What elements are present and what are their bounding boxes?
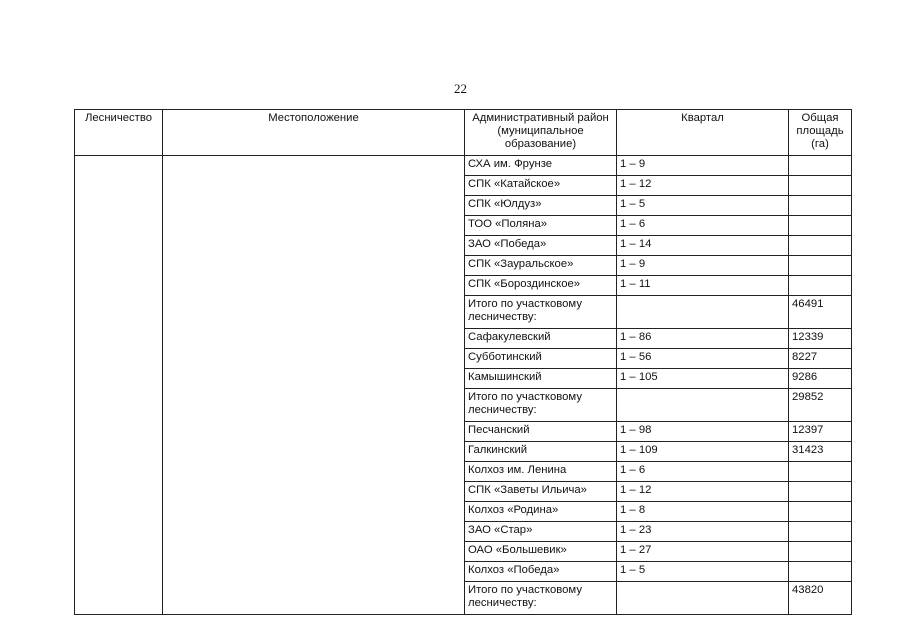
district-cell: Колхоз «Родина» — [465, 502, 617, 522]
quarter-cell: 1 – 105 — [617, 369, 789, 389]
quarter-cell — [617, 582, 789, 615]
quarter-cell: 1 – 27 — [617, 542, 789, 562]
quarter-cell — [617, 389, 789, 422]
area-cell: 31423 — [789, 442, 852, 462]
area-cell — [789, 482, 852, 502]
district-cell: Итого по участковому лесничеству: — [465, 296, 617, 329]
district-cell: Колхоз им. Ленина — [465, 462, 617, 482]
area-cell — [789, 236, 852, 256]
header-district: Административный район (муниципальное образование) — [465, 110, 617, 156]
quarter-cell: 1 – 6 — [617, 462, 789, 482]
district-cell: ЗАО «Стар» — [465, 522, 617, 542]
quarter-cell: 1 – 98 — [617, 422, 789, 442]
area-cell — [789, 562, 852, 582]
quarter-cell: 1 – 12 — [617, 176, 789, 196]
district-cell: СХА им. Фрунзе — [465, 156, 617, 176]
quarter-cell: 1 – 5 — [617, 562, 789, 582]
forestry-table — [74, 109, 852, 615]
area-cell — [789, 462, 852, 482]
district-cell: СПК «Зауральское» — [465, 256, 617, 276]
table-row — [75, 156, 852, 176]
area-cell — [789, 196, 852, 216]
area-total-cell: 43820 — [789, 582, 852, 615]
forestry-cell — [75, 156, 163, 615]
quarter-cell: 1 – 9 — [617, 256, 789, 276]
area-cell — [789, 522, 852, 542]
district-cell: ОАО «Большевик» — [465, 542, 617, 562]
header-forestry: Лесничество — [75, 110, 163, 156]
header-location: Местоположение — [163, 110, 465, 156]
district-cell: Итого по участковому лесничеству: — [465, 582, 617, 615]
district-cell: СПК «Катайское» — [465, 176, 617, 196]
quarter-cell: 1 – 56 — [617, 349, 789, 369]
quarter-cell: 1 – 5 — [617, 196, 789, 216]
district-cell: СПК «Юлдуз» — [465, 196, 617, 216]
quarter-cell: 1 – 11 — [617, 276, 789, 296]
district-cell: Галкинский — [465, 442, 617, 462]
quarter-cell: 1 – 23 — [617, 522, 789, 542]
quarter-cell: 1 – 9 — [617, 156, 789, 176]
area-total-cell: 46491 — [789, 296, 852, 329]
location-cell — [163, 156, 465, 615]
area-cell — [789, 256, 852, 276]
district-cell: Итого по участковому лесничеству: — [465, 389, 617, 422]
district-cell: Сафакулевский — [465, 329, 617, 349]
quarter-cell: 1 – 12 — [617, 482, 789, 502]
page-number: 22 — [454, 81, 467, 96]
district-cell: СПК «Бороздинское» — [465, 276, 617, 296]
area-total-cell: 29852 — [789, 389, 852, 422]
district-cell: ЗАО «Победа» — [465, 236, 617, 256]
district-cell: Субботинский — [465, 349, 617, 369]
district-cell: Камышинский — [465, 369, 617, 389]
district-cell: Колхоз «Победа» — [465, 562, 617, 582]
district-cell: ТОО «Поляна» — [465, 216, 617, 236]
quarter-cell: 1 – 109 — [617, 442, 789, 462]
quarter-cell: 1 – 14 — [617, 236, 789, 256]
table-header-row — [75, 110, 852, 156]
quarter-cell: 1 – 86 — [617, 329, 789, 349]
area-cell: 12339 — [789, 329, 852, 349]
table-body — [75, 156, 852, 615]
area-cell — [789, 502, 852, 522]
district-cell: СПК «Заветы Ильича» — [465, 482, 617, 502]
header-quarter: Квартал — [617, 110, 789, 156]
district-cell: Песчанский — [465, 422, 617, 442]
area-cell — [789, 176, 852, 196]
header-area: Общая площадь (га) — [789, 110, 852, 156]
area-cell: 9286 — [789, 369, 852, 389]
area-cell: 12397 — [789, 422, 852, 442]
area-cell: 8227 — [789, 349, 852, 369]
quarter-cell: 1 – 6 — [617, 216, 789, 236]
area-cell — [789, 216, 852, 236]
quarter-cell: 1 – 8 — [617, 502, 789, 522]
area-cell — [789, 276, 852, 296]
quarter-cell — [617, 296, 789, 329]
area-cell — [789, 156, 852, 176]
area-cell — [789, 542, 852, 562]
